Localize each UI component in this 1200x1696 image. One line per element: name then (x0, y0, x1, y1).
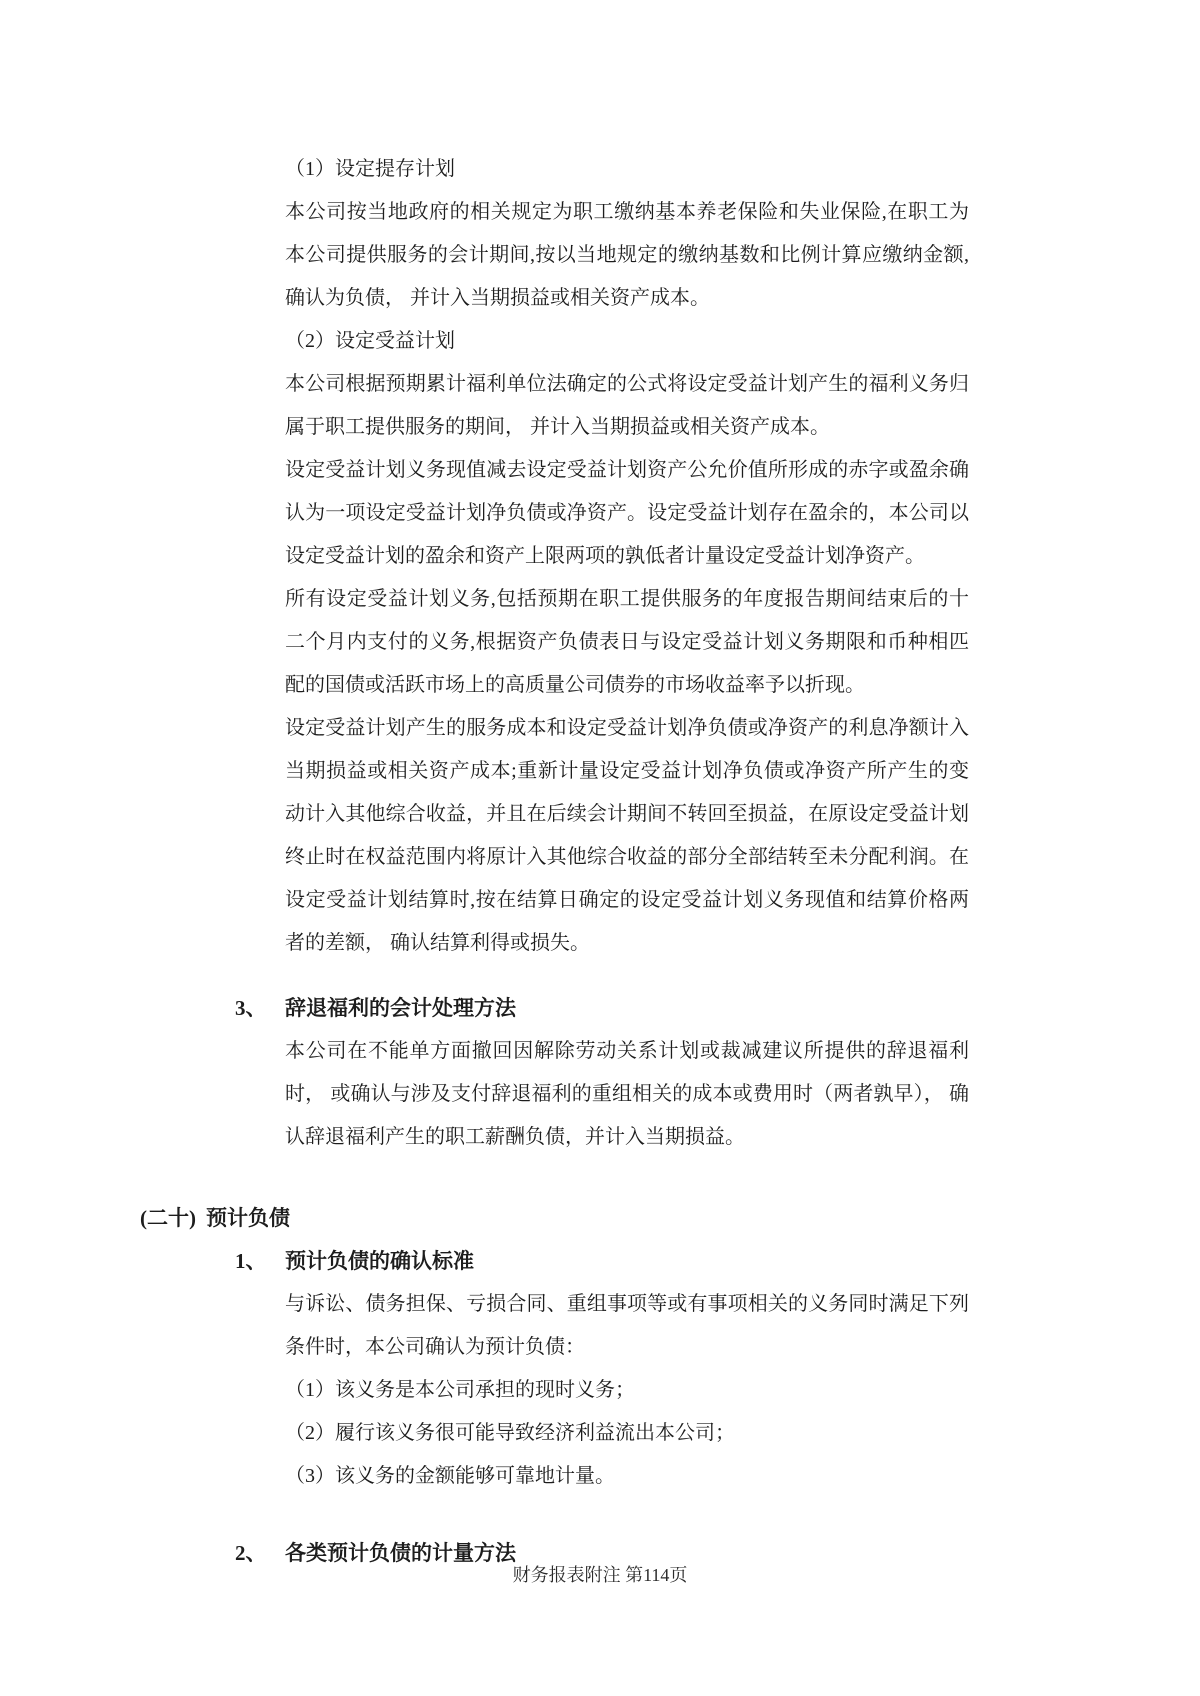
paragraph-defined-benefit-attribution: 本公司根据预期累计福利单位法确定的公式将设定受益计划产生的福利义务归属于职工提供服务的期间， 并计入当期损益或相关资产成本。 (285, 373, 969, 438)
paragraph-defined-contribution-plan: 本公司按当地政府的相关规定为职工缴纳基本养老保险和失业保险,在职工为本公司提供服务的会计期间,按以当地规定的缴纳基数和比例计算应缴纳金额,确认为负债， 并计入当期损益或相关资产成本。 (285, 201, 969, 309)
subheading-defined-contribution-plan: （1）设定提存计划 (285, 158, 455, 180)
paragraph-defined-benefit-cost-recognition: 设定受益计划产生的服务成本和设定受益计划净负债或净资产的利息净额计入当期损益或相关资产成本;重新计量设定受益计划净负债或净资产所产生的变动计入其他综合收益，并且在后续会计期间不转回至损益，在原设定受益计划终止时在权益范围内将原计入其他综合收益的部分全部结转至未分配利润。在设定受益计划结算时,按在结算日确定的设定受益计划义务现值和结算价格两者的差额， 确认结算利得或损失。 (285, 717, 969, 954)
heading-title: 辞退福利的会计处理方法 (285, 996, 516, 1020)
heading-number: 2、 (235, 1541, 267, 1565)
heading-title: 预计负债的确认标准 (285, 1249, 474, 1273)
subheading-defined-benefit-plan: （2）设定受益计划 (285, 330, 455, 352)
paragraph-defined-benefit-discounting: 所有设定受益计划义务,包括预期在职工提供服务的年度报告期间结束后的十二个月内支付的义务,根据资产负债表日与设定受益计划义务期限和币种相匹配的国债或活跃市场上的高质量公司债券的市场收益率予以折现。 (285, 588, 969, 696)
list-item-reliable-measurement: （3）该义务的金额能够可靠地计量。 (285, 1465, 615, 1487)
section-title: 预计负债 (206, 1206, 290, 1230)
paragraph-defined-benefit-net-liability: 设定受益计划义务现值减去设定受益计划资产公允价值所形成的赤字或盈余确认为一项设定受益计划净负债或净资产。设定受益计划存在盈余的，本公司以设定受益计划的盈余和资产上限两项的孰低者计量设定受益计划净资产。 (285, 459, 969, 567)
heading-provision-recognition-criteria (235, 1240, 1200, 1283)
paragraph-provision-conditions-intro: 与诉讼、债务担保、亏损合同、重组事项等或有事项相关的义务同时满足下列条件时，本公司确认为预计负债： (285, 1293, 969, 1358)
list-item-outflow-probable: （2）履行该义务很可能导致经济利益流出本公司； (285, 1422, 735, 1444)
heading-number: 3、 (235, 996, 267, 1020)
page-footer: 财务报表附注 第114页 (512, 1565, 688, 1585)
section-marker: (二十) (140, 1206, 196, 1230)
heading-title: 各类预计负债的计量方法 (285, 1541, 516, 1565)
page-content (0, 148, 1200, 1575)
list-item-present-obligation: （1）该义务是本公司承担的现时义务； (285, 1379, 635, 1401)
paragraph-termination-benefits: 本公司在不能单方面撤回因解除劳动关系计划或裁减建议所提供的辞退福利时， 或确认与涉及支付辞退福利的重组相关的成本或费用时（两者孰早）， 确认辞退福利产生的职工薪酬负债，并计入当期损益。 (285, 1040, 969, 1148)
section-heading-provisions (140, 1197, 1200, 1240)
heading-number: 1、 (235, 1249, 267, 1273)
heading-termination-benefits (235, 987, 1200, 1030)
